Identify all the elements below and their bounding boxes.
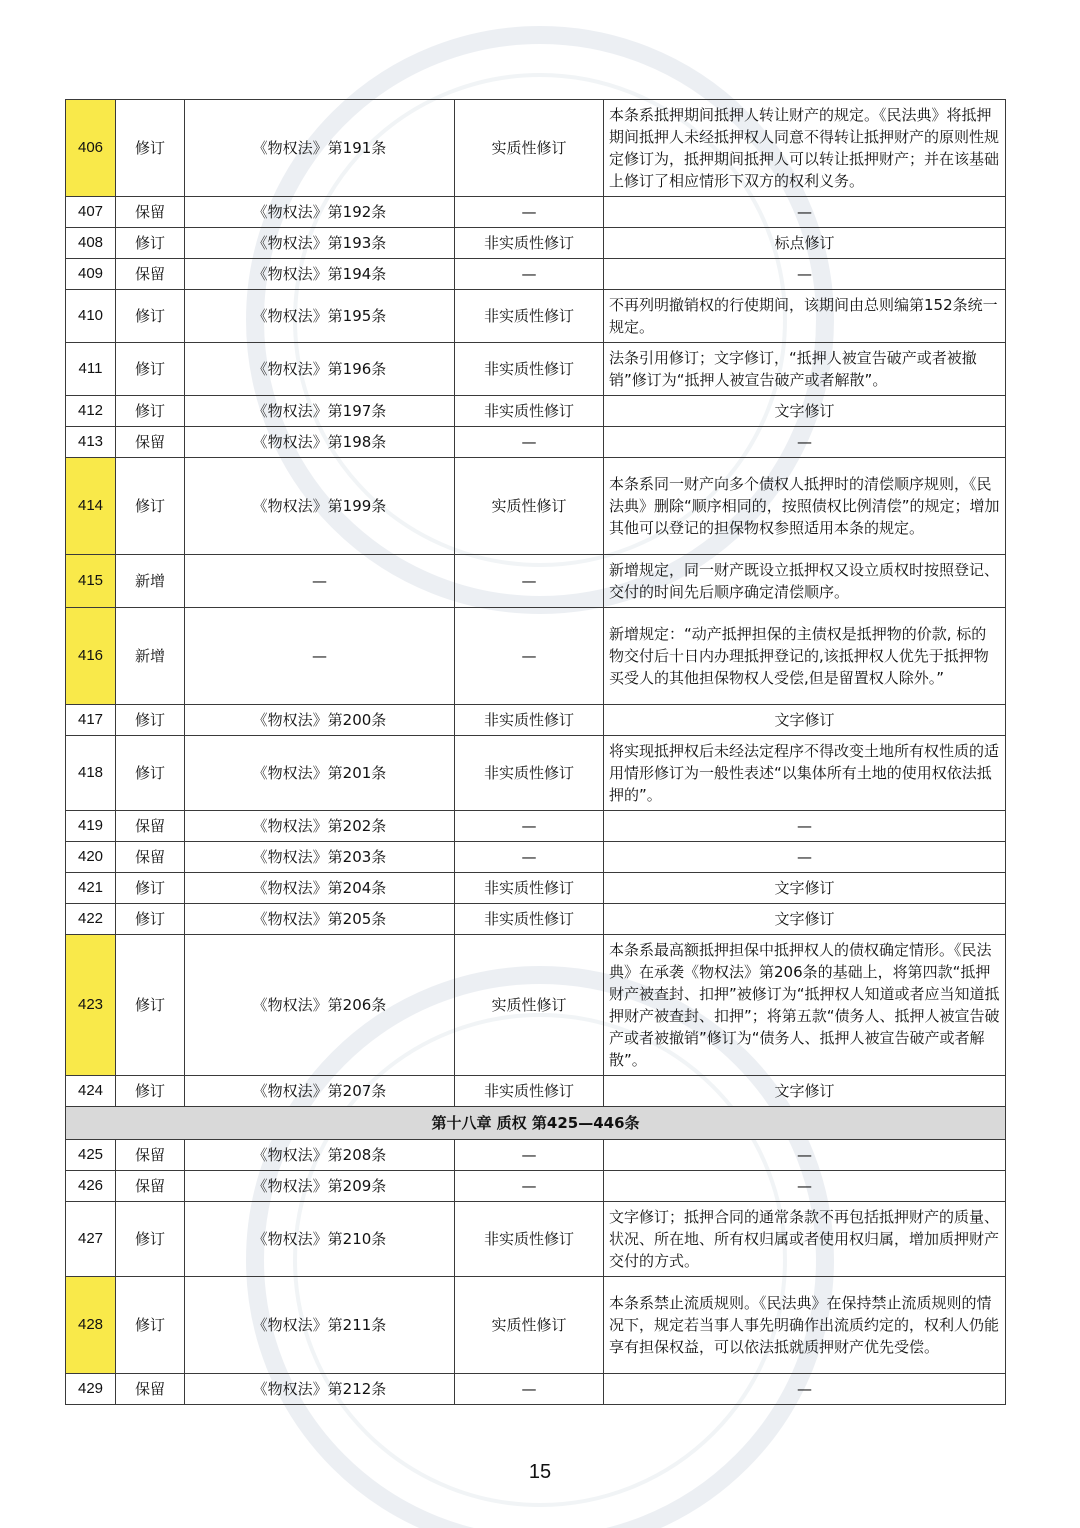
action-cell: 保留 (116, 427, 185, 458)
action-cell: 修订 (116, 396, 185, 427)
description-cell: 法条引用修订；文字修订，“抵押人被宣告破产或者被撤销”修订为“抵押人被宣告破产或者解散”。 (604, 343, 1006, 396)
table-row (66, 343, 1006, 396)
source-article-cell: 《物权法》第191条 (185, 100, 455, 197)
table-row (66, 1202, 1006, 1277)
description-cell: — (604, 1374, 1006, 1405)
article-number-cell: 418 (66, 736, 116, 811)
action-cell: 修订 (116, 343, 185, 396)
description-cell: — (604, 811, 1006, 842)
revision-category-cell: — (455, 811, 604, 842)
table-row (66, 100, 1006, 197)
description-cell: — (604, 842, 1006, 873)
revision-category-cell: 实质性修订 (455, 935, 604, 1076)
revision-category-cell: — (455, 1140, 604, 1171)
source-article-cell: 《物权法》第202条 (185, 811, 455, 842)
source-article-cell: 《物权法》第204条 (185, 873, 455, 904)
table-row (66, 811, 1006, 842)
action-cell: 保留 (116, 1171, 185, 1202)
revision-category-cell: 非实质性修订 (455, 396, 604, 427)
description-cell: 新增规定，同一财产既设立抵押权又设立质权时按照登记、交付的时间先后顺序确定清偿顺序。 (604, 555, 1006, 608)
description-cell: — (604, 259, 1006, 290)
revision-category-cell: 实质性修订 (455, 100, 604, 197)
description-cell: 文字修订 (604, 1076, 1006, 1107)
source-article-cell: 《物权法》第193条 (185, 228, 455, 259)
description-cell: — (604, 197, 1006, 228)
article-number-cell: 429 (66, 1374, 116, 1405)
article-number-cell: 428 (66, 1277, 116, 1374)
table-row (66, 842, 1006, 873)
table-row (66, 705, 1006, 736)
revision-category-cell: 非实质性修订 (455, 343, 604, 396)
chapter-title: 第十八章 质权 第425—446条 (66, 1107, 1006, 1140)
article-number-cell: 427 (66, 1202, 116, 1277)
revision-category-cell: 非实质性修订 (455, 904, 604, 935)
table-row (66, 935, 1006, 1076)
article-number-cell: 409 (66, 259, 116, 290)
article-number-cell: 415 (66, 555, 116, 608)
source-article-cell: 《物权法》第199条 (185, 458, 455, 555)
description-cell: 本条系最高额抵押担保中抵押权人的债权确定情形。《民法典》在承袭《物权法》第206条的基础上，将第四款“抵押财产被查封、扣押”被修订为“抵押权人知道或者应当知道抵押财产被查封、扣押”；将第五款“债务人、抵押人被宣告破产或者被撤销”修订为“债务人、抵押人被宣告破产或者解散”。 (604, 935, 1006, 1076)
action-cell: 保留 (116, 197, 185, 228)
page-number: 15 (528, 1461, 552, 1483)
description-cell: — (604, 1171, 1006, 1202)
article-number-cell: 416 (66, 608, 116, 705)
revision-category-cell: — (455, 1374, 604, 1405)
action-cell: 修订 (116, 904, 185, 935)
description-cell: 本条系抵押期间抵押人转让财产的规定。《民法典》将抵押期间抵押人未经抵押权人同意不得转让抵押财产的原则性规定修订为，抵押期间抵押人可以转让抵押财产；并在该基础上修订了相应情形下双方的权利义务。 (604, 100, 1006, 197)
revision-category-cell: — (455, 608, 604, 705)
source-article-cell: 《物权法》第196条 (185, 343, 455, 396)
description-cell: 本条系禁止流质规则。《民法典》在保持禁止流质规则的情况下，规定若当事人事先明确作出流质约定的，权利人仍能享有担保权益，可以依法抵就质押财产优先受偿。 (604, 1277, 1006, 1374)
table-row (66, 555, 1006, 608)
table-row (66, 904, 1006, 935)
table-row (66, 458, 1006, 555)
source-article-cell: 《物权法》第201条 (185, 736, 455, 811)
action-cell: 保留 (116, 259, 185, 290)
description-cell: 不再列明撤销权的行使期间，该期间由总则编第152条统一规定。 (604, 290, 1006, 343)
table-row (66, 873, 1006, 904)
action-cell: 修订 (116, 1076, 185, 1107)
action-cell: 修订 (116, 935, 185, 1076)
revision-category-cell: — (455, 197, 604, 228)
table-row (66, 396, 1006, 427)
revision-category-cell: 非实质性修订 (455, 705, 604, 736)
description-cell: 文字修订；抵押合同的通常条款不再包括抵押财产的质量、状况、所在地、所有权归属或者使用权归属，增加质押财产交付的方式。 (604, 1202, 1006, 1277)
article-number-cell: 410 (66, 290, 116, 343)
article-number-cell: 406 (66, 100, 116, 197)
table-row (66, 1374, 1006, 1405)
revision-category-cell: 非实质性修订 (455, 873, 604, 904)
description-cell: 文字修订 (604, 904, 1006, 935)
action-cell: 修订 (116, 873, 185, 904)
action-cell: 新增 (116, 555, 185, 608)
revision-category-cell: — (455, 555, 604, 608)
revision-category-cell: 非实质性修订 (455, 290, 604, 343)
source-article-cell: 《物权法》第206条 (185, 935, 455, 1076)
article-number-cell: 411 (66, 343, 116, 396)
source-article-cell: 《物权法》第211条 (185, 1277, 455, 1374)
description-cell: 文字修订 (604, 873, 1006, 904)
description-cell: 文字修订 (604, 705, 1006, 736)
article-number-cell: 423 (66, 935, 116, 1076)
action-cell: 修订 (116, 705, 185, 736)
action-cell: 修订 (116, 290, 185, 343)
description-cell: 本条系同一财产向多个债权人抵押时的清偿顺序规则，《民法典》删除“顺序相同的，按照债权比例清偿”的规定；增加其他可以登记的担保物权参照适用本条的规定。 (604, 458, 1006, 555)
table-row (66, 427, 1006, 458)
description-cell: 将实现抵押权后未经法定程序不得改变土地所有权性质的适用情形修订为一般性表述“以集体所有土地的使用权依法抵押的”。 (604, 736, 1006, 811)
action-cell: 修订 (116, 736, 185, 811)
action-cell: 修订 (116, 100, 185, 197)
article-number-cell: 408 (66, 228, 116, 259)
table-row (66, 608, 1006, 705)
source-article-cell: 《物权法》第195条 (185, 290, 455, 343)
revision-category-cell: 实质性修订 (455, 458, 604, 555)
source-article-cell: 《物权法》第198条 (185, 427, 455, 458)
table-row (66, 259, 1006, 290)
table-row (66, 1277, 1006, 1374)
source-article-cell: 《物权法》第210条 (185, 1202, 455, 1277)
description-cell: 标点修订 (604, 228, 1006, 259)
action-cell: 新增 (116, 608, 185, 705)
article-number-cell: 407 (66, 197, 116, 228)
revision-category-cell: — (455, 427, 604, 458)
revision-category-cell: — (455, 842, 604, 873)
description-cell: 新增规定：“动产抵押担保的主债权是抵押物的价款, 标的物交付后十日内办理抵押登记的,该抵押权人优先于抵押物 买受人的其他担保物权人受偿,但是留置权人除外。” (604, 608, 1006, 705)
source-article-cell: — (185, 555, 455, 608)
source-article-cell: 《物权法》第212条 (185, 1374, 455, 1405)
revision-category-cell: — (455, 259, 604, 290)
law-comparison-table (65, 99, 1006, 1405)
revision-category-cell: 实质性修订 (455, 1277, 604, 1374)
chapter-header-row (66, 1107, 1006, 1140)
source-article-cell: 《物权法》第203条 (185, 842, 455, 873)
source-article-cell: 《物权法》第197条 (185, 396, 455, 427)
description-cell: — (604, 427, 1006, 458)
article-number-cell: 413 (66, 427, 116, 458)
revision-category-cell: 非实质性修订 (455, 1076, 604, 1107)
article-number-cell: 420 (66, 842, 116, 873)
action-cell: 修订 (116, 458, 185, 555)
revision-category-cell: 非实质性修订 (455, 228, 604, 259)
table-row (66, 197, 1006, 228)
source-article-cell: 《物权法》第192条 (185, 197, 455, 228)
article-number-cell: 419 (66, 811, 116, 842)
table-row (66, 228, 1006, 259)
source-article-cell: 《物权法》第209条 (185, 1171, 455, 1202)
action-cell: 修订 (116, 228, 185, 259)
source-article-cell: 《物权法》第205条 (185, 904, 455, 935)
table-row (66, 1076, 1006, 1107)
description-cell: — (604, 1140, 1006, 1171)
source-article-cell: 《物权法》第200条 (185, 705, 455, 736)
article-number-cell: 424 (66, 1076, 116, 1107)
table-row (66, 1140, 1006, 1171)
article-number-cell: 421 (66, 873, 116, 904)
revision-category-cell: 非实质性修订 (455, 1202, 604, 1277)
source-article-cell: 《物权法》第208条 (185, 1140, 455, 1171)
table-row (66, 1171, 1006, 1202)
action-cell: 修订 (116, 1202, 185, 1277)
revision-category-cell: — (455, 1171, 604, 1202)
article-number-cell: 412 (66, 396, 116, 427)
article-number-cell: 417 (66, 705, 116, 736)
action-cell: 保留 (116, 1374, 185, 1405)
article-number-cell: 425 (66, 1140, 116, 1171)
table-row (66, 736, 1006, 811)
action-cell: 保留 (116, 811, 185, 842)
article-number-cell: 426 (66, 1171, 116, 1202)
action-cell: 修订 (116, 1277, 185, 1374)
article-number-cell: 422 (66, 904, 116, 935)
action-cell: 保留 (116, 842, 185, 873)
action-cell: 保留 (116, 1140, 185, 1171)
description-cell: 文字修订 (604, 396, 1006, 427)
table-row (66, 290, 1006, 343)
source-article-cell: 《物权法》第207条 (185, 1076, 455, 1107)
article-number-cell: 414 (66, 458, 116, 555)
source-article-cell: — (185, 608, 455, 705)
revision-category-cell: 非实质性修订 (455, 736, 604, 811)
source-article-cell: 《物权法》第194条 (185, 259, 455, 290)
